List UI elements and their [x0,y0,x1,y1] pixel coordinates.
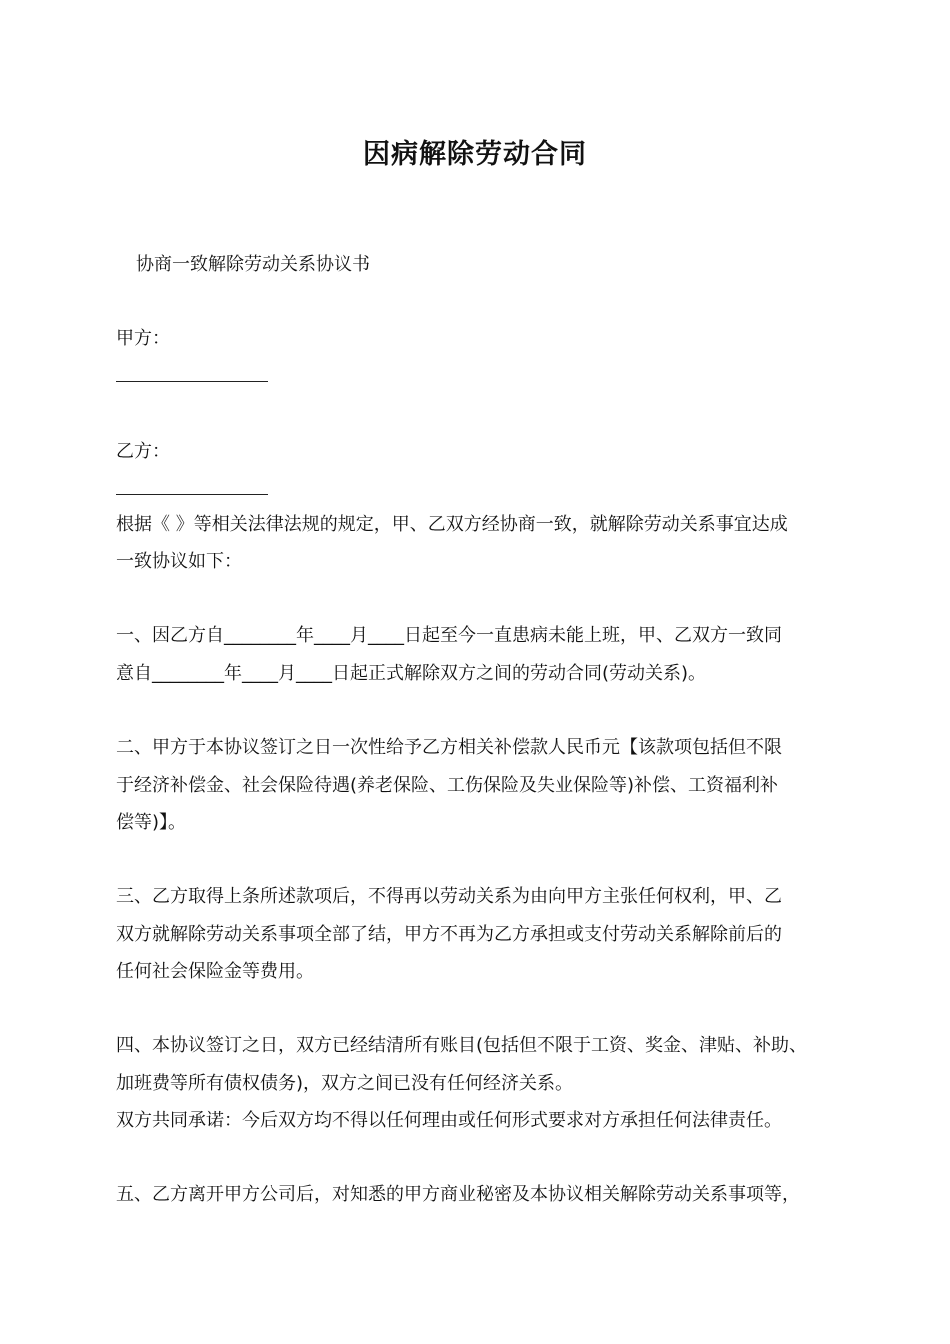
document-title: 因病解除劳动合同 [363,139,587,170]
clause-2-line-1: 二、甲方于本协议签订之日一次性给予乙方相关补偿款人民币元【该款项包括但不限 [116,737,782,758]
clause-3-line-1: 三、乙方取得上条所述款项后，不得再以劳动关系为由向甲方主张任何权利，甲、乙 [116,886,782,907]
clause-4-line-3: 双方共同承诺：今后双方均不得以任何理由或任何形式要求对方承担任何法律责任。 [116,1110,782,1131]
clause-3-line-3: 任何社会保险金等费用。 [116,961,314,982]
clause-1-line-2: 意自________年____月____日起正式解除双方之间的劳动合同(劳动关系)。 [116,663,707,684]
clause-5-line-1: 五、乙方离开甲方公司后，对知悉的甲方商业秘密及本协议相关解除劳动关系事项等， [116,1184,800,1205]
agreement-subtitle: 协商一致解除劳动关系协议书 [136,254,370,275]
clause-2-line-2: 于经济补偿金、社会保险待遇(养老保险、工伤保险及失业保险等)补偿、工资福利补 [116,775,779,796]
clause-1-line-1: 一、因乙方自________年____月____日起至今一直患病未能上班，甲、乙双方一致同 [116,625,782,646]
clause-2-line-3: 偿等)】。 [116,812,187,833]
intro-line-2: 一致协议如下： [116,551,242,572]
clause-4-line-2: 加班费等所有债权债务)，双方之间已没有任何经济关系。 [116,1073,574,1094]
party-b-blank [116,494,268,495]
clause-3-line-2: 双方就解除劳动关系事项全部了结，甲方不再为乙方承担或支付劳动关系解除前后的 [116,924,782,945]
party-b-label: 乙方： [116,441,170,462]
party-a-label: 甲方： [116,328,170,349]
intro-line-1: 根据《 》等相关法律法规的规定，甲、乙双方经协商一致，就解除劳动关系事宜达成 [116,514,788,535]
party-a-blank [116,381,268,382]
clause-4-line-1: 四、本协议签订之日，双方已经结清所有账目(包括但不限于工资、奖金、津贴、补助、 [116,1035,808,1056]
